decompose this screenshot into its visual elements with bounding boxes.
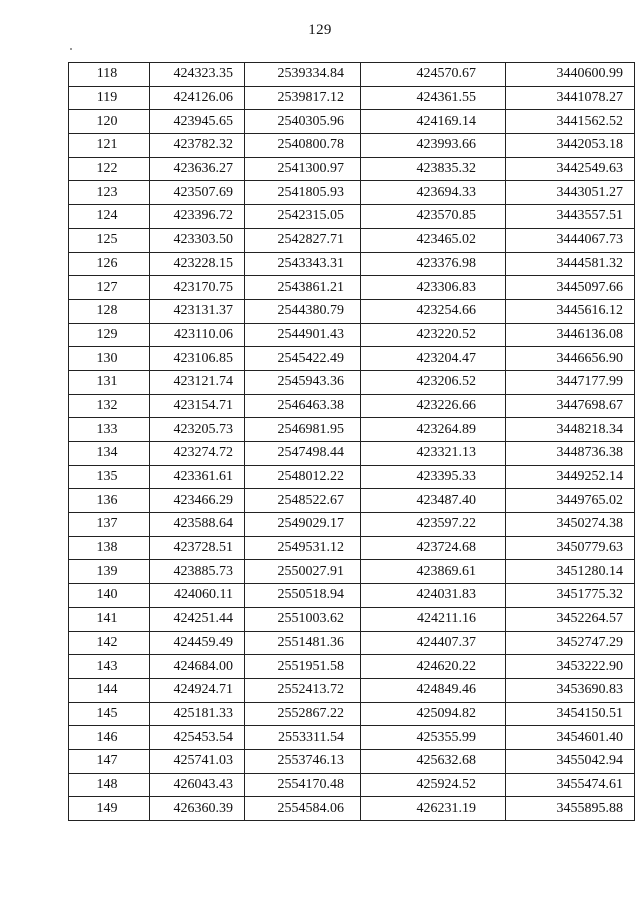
point-number-cell: 144 [69, 678, 150, 702]
x2-coordinate-cell: 424407.37 [361, 631, 506, 655]
table-row [69, 134, 635, 158]
x-coordinate-cell: 423588.64 [150, 513, 245, 537]
point-number-cell: 120 [69, 110, 150, 134]
y-coordinate-cell: 2548012.22 [245, 465, 361, 489]
table-row [69, 228, 635, 252]
point-number-cell: 134 [69, 442, 150, 466]
point-number-cell: 128 [69, 299, 150, 323]
y2-coordinate-cell: 3450779.63 [506, 536, 635, 560]
table-row [69, 157, 635, 181]
y-coordinate-cell: 2540800.78 [245, 134, 361, 158]
x-coordinate-cell: 423303.50 [150, 228, 245, 252]
table-row [69, 536, 635, 560]
point-number-cell: 125 [69, 228, 150, 252]
point-number-cell: 133 [69, 418, 150, 442]
y2-coordinate-cell: 3454150.51 [506, 702, 635, 726]
table-row [69, 181, 635, 205]
point-number-cell: 127 [69, 276, 150, 300]
x-coordinate-cell: 424126.06 [150, 86, 245, 110]
table-row [69, 489, 635, 513]
x-coordinate-cell: 423361.61 [150, 465, 245, 489]
table-row [69, 63, 635, 87]
x2-coordinate-cell: 424361.55 [361, 86, 506, 110]
coordinates-table-body [69, 63, 635, 821]
x2-coordinate-cell: 423395.33 [361, 465, 506, 489]
x2-coordinate-cell: 423869.61 [361, 560, 506, 584]
y2-coordinate-cell: 3445097.66 [506, 276, 635, 300]
x-coordinate-cell: 423466.29 [150, 489, 245, 513]
x-coordinate-cell: 423110.06 [150, 323, 245, 347]
y-coordinate-cell: 2551481.36 [245, 631, 361, 655]
x-coordinate-cell: 423131.37 [150, 299, 245, 323]
x2-coordinate-cell: 423835.32 [361, 157, 506, 181]
y2-coordinate-cell: 3441562.52 [506, 110, 635, 134]
point-number-cell: 135 [69, 465, 150, 489]
y2-coordinate-cell: 3444581.32 [506, 252, 635, 276]
point-number-cell: 131 [69, 370, 150, 394]
x2-coordinate-cell: 423204.47 [361, 347, 506, 371]
y-coordinate-cell: 2552867.22 [245, 702, 361, 726]
point-number-cell: 123 [69, 181, 150, 205]
x2-coordinate-cell: 423306.83 [361, 276, 506, 300]
y2-coordinate-cell: 3451280.14 [506, 560, 635, 584]
x-coordinate-cell: 423782.32 [150, 134, 245, 158]
x2-coordinate-cell: 424570.67 [361, 63, 506, 87]
coordinates-table [68, 62, 635, 821]
x2-coordinate-cell: 426231.19 [361, 797, 506, 821]
table-row [69, 86, 635, 110]
y2-coordinate-cell: 3449765.02 [506, 489, 635, 513]
x2-coordinate-cell: 425355.99 [361, 726, 506, 750]
y-coordinate-cell: 2550027.91 [245, 560, 361, 584]
x2-coordinate-cell: 425632.68 [361, 749, 506, 773]
y-coordinate-cell: 2541300.97 [245, 157, 361, 181]
y-coordinate-cell: 2540305.96 [245, 110, 361, 134]
table-row [69, 513, 635, 537]
y-coordinate-cell: 2554170.48 [245, 773, 361, 797]
point-number-cell: 118 [69, 63, 150, 87]
table-row [69, 299, 635, 323]
y-coordinate-cell: 2551951.58 [245, 655, 361, 679]
y-coordinate-cell: 2550518.94 [245, 584, 361, 608]
y-coordinate-cell: 2539817.12 [245, 86, 361, 110]
y-coordinate-cell: 2546463.38 [245, 394, 361, 418]
y-coordinate-cell: 2541805.93 [245, 181, 361, 205]
x-coordinate-cell: 423154.71 [150, 394, 245, 418]
point-number-cell: 119 [69, 86, 150, 110]
y-coordinate-cell: 2542827.71 [245, 228, 361, 252]
x-coordinate-cell: 423228.15 [150, 252, 245, 276]
table-row [69, 110, 635, 134]
page-number: 129 [308, 22, 332, 38]
y2-coordinate-cell: 3446656.90 [506, 347, 635, 371]
table-row [69, 797, 635, 821]
x-coordinate-cell: 424684.00 [150, 655, 245, 679]
x2-coordinate-cell: 424031.83 [361, 584, 506, 608]
point-number-cell: 136 [69, 489, 150, 513]
x-coordinate-cell: 425741.03 [150, 749, 245, 773]
x-coordinate-cell: 423396.72 [150, 205, 245, 229]
x-coordinate-cell: 423121.74 [150, 370, 245, 394]
x2-coordinate-cell: 423264.89 [361, 418, 506, 442]
point-number-cell: 140 [69, 584, 150, 608]
point-number-cell: 137 [69, 513, 150, 537]
x2-coordinate-cell: 423993.66 [361, 134, 506, 158]
point-number-cell: 124 [69, 205, 150, 229]
table-row [69, 655, 635, 679]
x-coordinate-cell: 425453.54 [150, 726, 245, 750]
x-coordinate-cell: 423945.65 [150, 110, 245, 134]
x2-coordinate-cell: 423487.40 [361, 489, 506, 513]
x2-coordinate-cell: 423220.52 [361, 323, 506, 347]
y2-coordinate-cell: 3448736.38 [506, 442, 635, 466]
x2-coordinate-cell: 423570.85 [361, 205, 506, 229]
y-coordinate-cell: 2542315.05 [245, 205, 361, 229]
y2-coordinate-cell: 3448218.34 [506, 418, 635, 442]
y2-coordinate-cell: 3447177.99 [506, 370, 635, 394]
scan-speck [70, 48, 72, 50]
y2-coordinate-cell: 3455895.88 [506, 797, 635, 821]
x-coordinate-cell: 424060.11 [150, 584, 245, 608]
x-coordinate-cell: 424323.35 [150, 63, 245, 87]
x-coordinate-cell: 423507.69 [150, 181, 245, 205]
table-row [69, 465, 635, 489]
y2-coordinate-cell: 3452747.29 [506, 631, 635, 655]
x2-coordinate-cell: 424211.16 [361, 607, 506, 631]
y2-coordinate-cell: 3440600.99 [506, 63, 635, 87]
x2-coordinate-cell: 423597.22 [361, 513, 506, 537]
point-number-cell: 146 [69, 726, 150, 750]
point-number-cell: 148 [69, 773, 150, 797]
table-row [69, 584, 635, 608]
x2-coordinate-cell: 423254.66 [361, 299, 506, 323]
point-number-cell: 130 [69, 347, 150, 371]
table-row [69, 773, 635, 797]
x2-coordinate-cell: 423321.13 [361, 442, 506, 466]
point-number-cell: 126 [69, 252, 150, 276]
x-coordinate-cell: 424251.44 [150, 607, 245, 631]
x-coordinate-cell: 424459.49 [150, 631, 245, 655]
y2-coordinate-cell: 3443051.27 [506, 181, 635, 205]
y2-coordinate-cell: 3451775.32 [506, 584, 635, 608]
x2-coordinate-cell: 423376.98 [361, 252, 506, 276]
table-row [69, 205, 635, 229]
y2-coordinate-cell: 3443557.51 [506, 205, 635, 229]
y2-coordinate-cell: 3444067.73 [506, 228, 635, 252]
x2-coordinate-cell: 424169.14 [361, 110, 506, 134]
table-row [69, 370, 635, 394]
y-coordinate-cell: 2543343.31 [245, 252, 361, 276]
point-number-cell: 122 [69, 157, 150, 181]
x-coordinate-cell: 424924.71 [150, 678, 245, 702]
y2-coordinate-cell: 3442053.18 [506, 134, 635, 158]
table-row [69, 442, 635, 466]
y2-coordinate-cell: 3450274.38 [506, 513, 635, 537]
x-coordinate-cell: 425181.33 [150, 702, 245, 726]
y-coordinate-cell: 2549029.17 [245, 513, 361, 537]
y-coordinate-cell: 2553311.54 [245, 726, 361, 750]
table-row [69, 749, 635, 773]
y-coordinate-cell: 2544901.43 [245, 323, 361, 347]
table-row [69, 726, 635, 750]
x2-coordinate-cell: 423226.66 [361, 394, 506, 418]
y2-coordinate-cell: 3452264.57 [506, 607, 635, 631]
y-coordinate-cell: 2549531.12 [245, 536, 361, 560]
y-coordinate-cell: 2543861.21 [245, 276, 361, 300]
x-coordinate-cell: 426043.43 [150, 773, 245, 797]
y2-coordinate-cell: 3455042.94 [506, 749, 635, 773]
table-row [69, 323, 635, 347]
y-coordinate-cell: 2546981.95 [245, 418, 361, 442]
x-coordinate-cell: 423106.85 [150, 347, 245, 371]
y-coordinate-cell: 2552413.72 [245, 678, 361, 702]
y-coordinate-cell: 2545943.36 [245, 370, 361, 394]
point-number-cell: 142 [69, 631, 150, 655]
y2-coordinate-cell: 3455474.61 [506, 773, 635, 797]
point-number-cell: 138 [69, 536, 150, 560]
y2-coordinate-cell: 3453690.83 [506, 678, 635, 702]
y-coordinate-cell: 2551003.62 [245, 607, 361, 631]
x-coordinate-cell: 423885.73 [150, 560, 245, 584]
y-coordinate-cell: 2545422.49 [245, 347, 361, 371]
y2-coordinate-cell: 3449252.14 [506, 465, 635, 489]
point-number-cell: 145 [69, 702, 150, 726]
x-coordinate-cell: 423274.72 [150, 442, 245, 466]
table-row [69, 702, 635, 726]
x-coordinate-cell: 423205.73 [150, 418, 245, 442]
y-coordinate-cell: 2553746.13 [245, 749, 361, 773]
x2-coordinate-cell: 423724.68 [361, 536, 506, 560]
y-coordinate-cell: 2547498.44 [245, 442, 361, 466]
table-row [69, 394, 635, 418]
point-number-cell: 139 [69, 560, 150, 584]
y-coordinate-cell: 2544380.79 [245, 299, 361, 323]
table-row [69, 560, 635, 584]
point-number-cell: 141 [69, 607, 150, 631]
y-coordinate-cell: 2554584.06 [245, 797, 361, 821]
y2-coordinate-cell: 3442549.63 [506, 157, 635, 181]
y2-coordinate-cell: 3447698.67 [506, 394, 635, 418]
y-coordinate-cell: 2539334.84 [245, 63, 361, 87]
x2-coordinate-cell: 423465.02 [361, 228, 506, 252]
x2-coordinate-cell: 424849.46 [361, 678, 506, 702]
x-coordinate-cell: 423636.27 [150, 157, 245, 181]
x2-coordinate-cell: 425094.82 [361, 702, 506, 726]
x2-coordinate-cell: 425924.52 [361, 773, 506, 797]
point-number-cell: 132 [69, 394, 150, 418]
table-row [69, 678, 635, 702]
y2-coordinate-cell: 3454601.40 [506, 726, 635, 750]
x2-coordinate-cell: 424620.22 [361, 655, 506, 679]
point-number-cell: 129 [69, 323, 150, 347]
point-number-cell: 147 [69, 749, 150, 773]
point-number-cell: 149 [69, 797, 150, 821]
table-row [69, 607, 635, 631]
point-number-cell: 121 [69, 134, 150, 158]
x-coordinate-cell: 423170.75 [150, 276, 245, 300]
table-row [69, 252, 635, 276]
x-coordinate-cell: 423728.51 [150, 536, 245, 560]
table-row [69, 276, 635, 300]
point-number-cell: 143 [69, 655, 150, 679]
y2-coordinate-cell: 3453222.90 [506, 655, 635, 679]
x2-coordinate-cell: 423694.33 [361, 181, 506, 205]
x2-coordinate-cell: 423206.52 [361, 370, 506, 394]
y-coordinate-cell: 2548522.67 [245, 489, 361, 513]
y2-coordinate-cell: 3445616.12 [506, 299, 635, 323]
table-row [69, 418, 635, 442]
x-coordinate-cell: 426360.39 [150, 797, 245, 821]
y2-coordinate-cell: 3446136.08 [506, 323, 635, 347]
table-row [69, 631, 635, 655]
table-row [69, 347, 635, 371]
y2-coordinate-cell: 3441078.27 [506, 86, 635, 110]
